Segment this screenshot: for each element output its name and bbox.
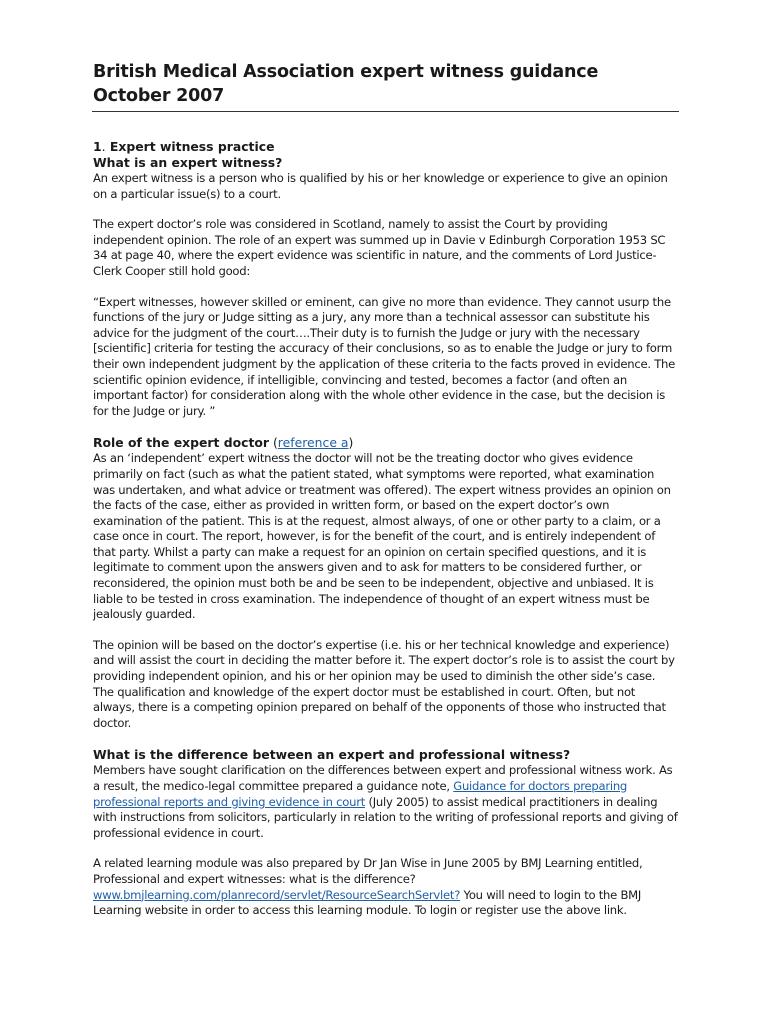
title-line-2: October 2007 (93, 86, 225, 106)
difference-p1-before: Members have sought clarification on the differences between expert and professional witness work. As a result, the medico-legal committee prepared a guidance note, (93, 763, 673, 793)
role-open-paren: ( (269, 435, 278, 451)
section-1-heading (93, 139, 678, 155)
role-paragraph-1: As an ‘independent’ expert witness the doctor will not be the treating doctor who gives evidence primarily on fact (such as what the patient stated, what symptoms were reported, what examination was undertaken, and what advice or treatment was offered). The expert witness provides an opinion on the facts of the case, either as provided in written form, or based on the expert doctor’s own examination of the patient. This is at the request, almost always, of one or other party to a claim, or a case once in court. The report, however, is for the benefit of the court, and is entirely independent of that party. Whilst a party can make a request for an opinion on certain specified questions, and it is legitimate to comment upon the answers given and to ask for matters to be considered further, or reconsidered, the opinion must both be and be seen to be independent, objective and unbiased. It is liable to be tested in cross examination. The independence of thought of an expert witness must be jealously guarded. (93, 451, 671, 622)
document-page (93, 60, 678, 919)
scotland-paragraph: The expert doctor’s role was considered in Scotland, namely to assist the Court by providing independent opinion. The role of an expert was summed up in Davie v Edinburgh Corporation 1953 SC 34 at page 40, where the expert evidence was scientific in nature, and the comments of Lord Justice-Clerk Cooper still hold good: (93, 217, 666, 278)
what-is-expert-witness-heading: What is an expert witness? (93, 155, 283, 170)
role-heading (93, 435, 678, 451)
difference-heading: What is the difference between an expert and professional witness? (93, 747, 571, 763)
quotation-paragraph: “Expert witnesses, however skilled or eminent, can give no more than evidence. They cannot usurp the functions of the jury or Judge sitting as a jury, any more than a technical assessor can substitute his advice for the judgment of the court….Their duty is to furnish the Judge or jury with the necessary [scientific] criteria for testing the accuracy of their conclusions, so as to enable the Judge or jury to form their own independent judgment by the application of these criteria to the facts proved in evidence. The scientific opinion evidence, if intelligible, convincing and tested, becomes a factor (and often an important factor) for consideration along with the whole other evidence in the case, but the decision is for the Judge or jury. ” (93, 294, 676, 418)
title-divider (92, 111, 679, 112)
role-paragraph-2: The opinion will be based on the doctor’s expertise (i.e. his or her technical knowledge and experience) and will assist the court in deciding the matter before it. The expert doctor’s role is to assist the court by providing independent opinion, and his or her opinion may be used to diminish the other side’s case. The qualification and knowledge of the expert doctor must be established in court. Often, but not always, there is a competing opinion prepared on behalf of the opponents of those who instructed that doctor. (93, 637, 675, 730)
role-heading-text: Role of the expert doctor (93, 435, 269, 451)
difference-p1-after: (July 2005) to assist medical practitioners in dealing with instructions from solicitors, particularly in relation to the writing of professional reports and giving of professional evidence in court. (93, 794, 678, 840)
bmj-learning-link[interactable]: www.bmjlearning.com/planrecord/servlet/ResourceSearchServlet? (93, 887, 461, 902)
definition-paragraph: An expert witness is a person who is qualified by his or her knowledge or experience to give an opinion on a particular issue(s) to a court. (93, 171, 668, 201)
difference-paragraph-1 (93, 763, 678, 841)
guidance-for-doctors-link[interactable]: Guidance for doctors preparing professional reports and giving evidence in court (93, 779, 628, 809)
role-close-paren: ) (348, 435, 354, 451)
reference-a-link[interactable]: reference a (277, 435, 349, 451)
difference-p2-before: A related learning module was also prepared by Dr Jan Wise in June 2005 by BMJ Learning entitled, Professional and expert witnesses: what is the difference? (93, 856, 643, 886)
section-number: 1 (93, 139, 102, 154)
document-title (93, 60, 678, 108)
difference-p2-after: You will need to login to the BMJ Learning website in order to access this learning module. To login or register use the above link. (93, 887, 642, 918)
title-line-1: British Medical Association expert witness guidance (93, 62, 599, 82)
section-number-dot: . (101, 139, 106, 154)
section-title: Expert witness practice (105, 139, 275, 154)
difference-paragraph-2 (93, 856, 678, 918)
